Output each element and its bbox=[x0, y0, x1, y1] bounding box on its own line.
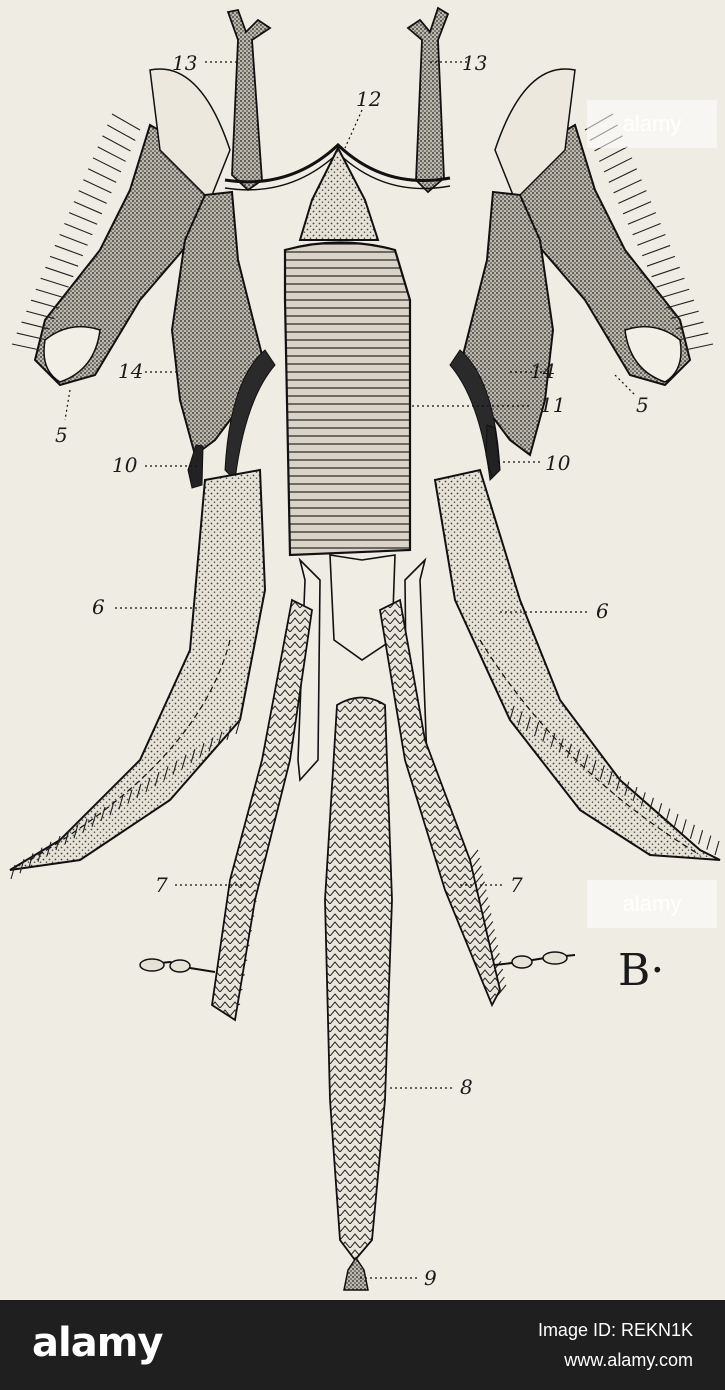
watermark-middle: alamy bbox=[587, 880, 717, 928]
label-6-left: 6 bbox=[92, 595, 105, 619]
label-10-left: 10 bbox=[112, 453, 138, 477]
label-8: 8 bbox=[460, 1075, 473, 1099]
label-12: 12 bbox=[356, 87, 382, 111]
image-id: Image ID: REKN1K bbox=[537, 1320, 693, 1340]
right-rod-13 bbox=[408, 8, 448, 192]
right-appendage bbox=[495, 952, 575, 968]
label-14-right: 14 bbox=[530, 359, 556, 383]
label-13-left: 13 bbox=[172, 51, 198, 75]
central-body-plate bbox=[285, 243, 410, 556]
left-rod-13 bbox=[228, 10, 270, 190]
label-14-left: 14 bbox=[118, 359, 144, 383]
label-6-right: 6 bbox=[596, 599, 609, 623]
label-11: 11 bbox=[540, 393, 566, 417]
label-7-left: 7 bbox=[155, 873, 168, 897]
label-5-left: 5 bbox=[55, 423, 68, 447]
stock-footer bbox=[0, 1300, 725, 1390]
right-valve-6 bbox=[435, 470, 720, 860]
ovipositor-8 bbox=[325, 698, 392, 1261]
label-10-right: 10 bbox=[545, 451, 571, 475]
left-appendage bbox=[140, 959, 215, 972]
figure-letter: B· bbox=[618, 945, 665, 996]
right-spine-10 bbox=[486, 425, 500, 478]
site-url[interactable]: www.alamy.com bbox=[564, 1350, 693, 1370]
tip-9 bbox=[344, 1258, 368, 1290]
watermark-top: alamy bbox=[587, 100, 717, 148]
label-7-right: 7 bbox=[510, 873, 523, 897]
label-9: 9 bbox=[424, 1266, 437, 1290]
alamy-logo[interactable]: alamy bbox=[32, 1320, 163, 1366]
label-13-right: 13 bbox=[462, 51, 488, 75]
median-process-12 bbox=[300, 148, 378, 240]
label-5-right: 5 bbox=[636, 393, 649, 417]
left-valve-6 bbox=[10, 470, 265, 870]
